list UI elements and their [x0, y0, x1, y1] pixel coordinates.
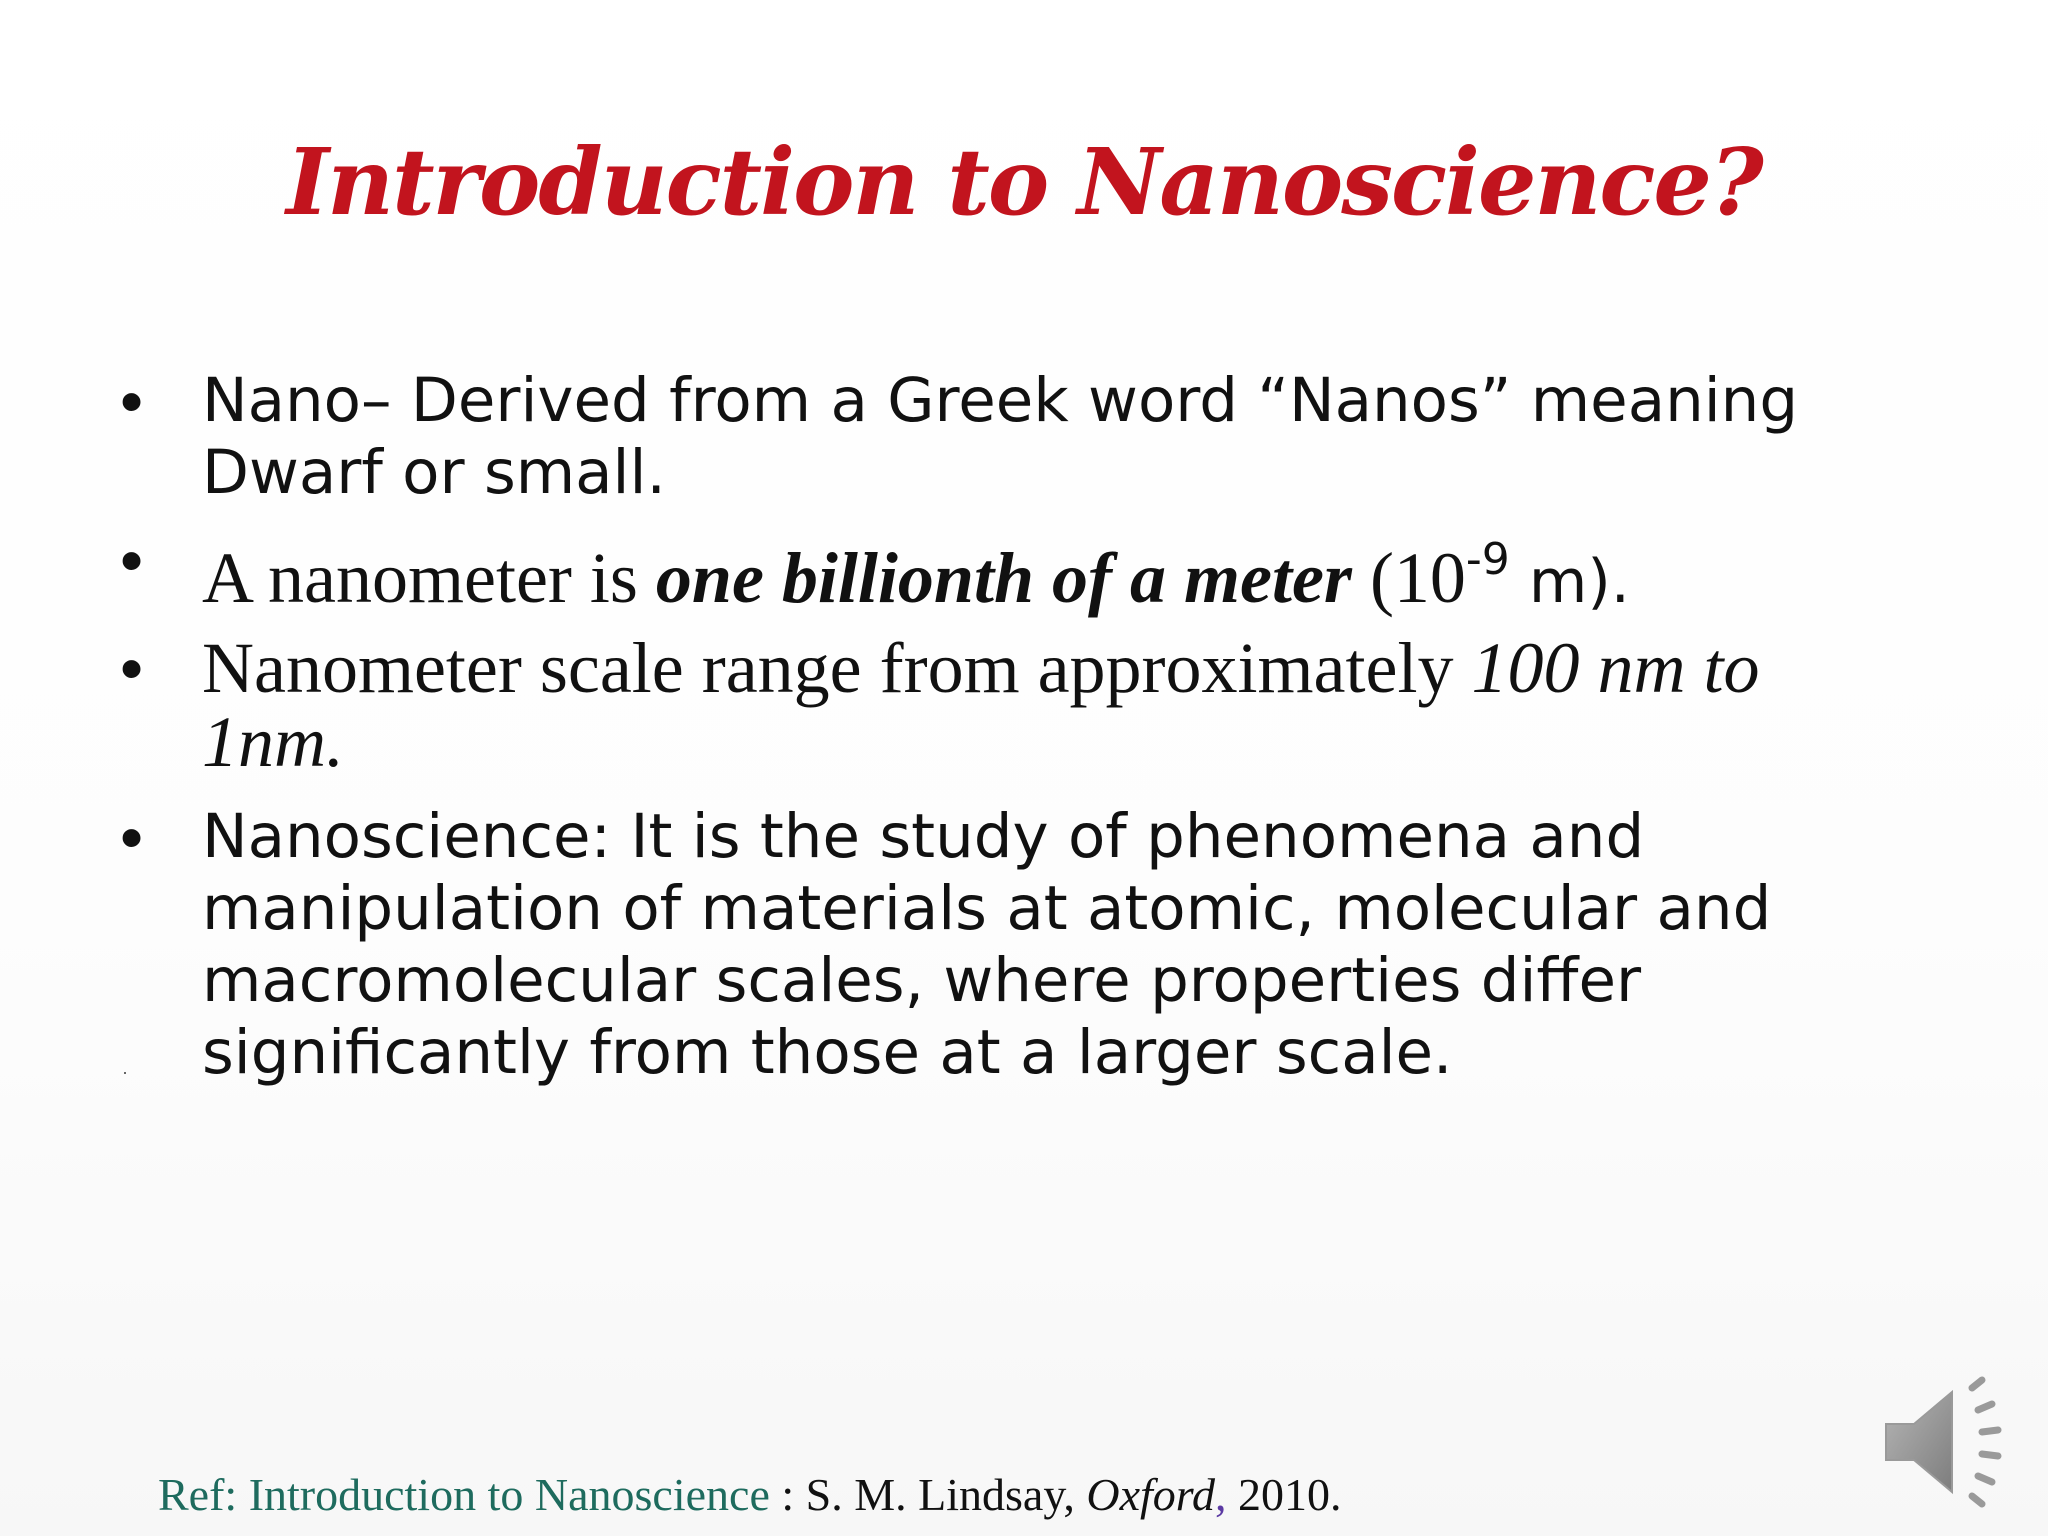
reference-author: : S. M. Lindsay,: [769, 1469, 1087, 1520]
bullet-emphasis: 100 nm to: [1471, 628, 1760, 708]
bullet-marker: •: [120, 364, 144, 438]
bullet-line: significantly from those at a larger scale.: [202, 1017, 1453, 1088]
bullet-scale-range: [120, 628, 1840, 782]
bullet-list: [120, 365, 1840, 1089]
bullet-emphasis: 1nm.: [202, 702, 344, 782]
bullet-line: manipulation of materials at atomic, molecular and: [202, 873, 1772, 944]
reference-publisher: Oxford: [1086, 1469, 1215, 1520]
bullet-marker: •: [120, 523, 144, 597]
bullet-nano-origin: [120, 365, 1840, 509]
bullet-marker: •: [120, 631, 144, 705]
bullet-marker: •: [120, 800, 144, 874]
reference-year: 2010.: [1226, 1469, 1342, 1520]
slide-title: Introduction to Nanoscience?: [286, 128, 1762, 236]
exponent: -9: [1465, 534, 1510, 585]
bullet-nanometer-definition: [120, 523, 1840, 619]
reference: [158, 1468, 1341, 1521]
reference-title: Ref: Introduction to Nanoscience: [158, 1469, 770, 1520]
bullet-text: A nanometer is: [202, 538, 656, 618]
bullet-line: macromolecular scales, where properties differ: [202, 945, 1642, 1016]
bullet-text: (10: [1351, 538, 1466, 618]
bullet-text: m).: [1509, 547, 1630, 617]
bullet-emphasis: one billionth of a meter: [655, 538, 1352, 618]
bullet-line: Nanoscience: It is the study of phenomena and: [202, 801, 1645, 872]
bullet-line: Nano– Derived from a Greek word “Nanos” meaning: [202, 365, 1799, 436]
bullet-text: Nanometer scale range from approximately: [202, 628, 1472, 708]
stray-mark: [124, 1072, 126, 1074]
reference-comma: ,: [1214, 1469, 1227, 1520]
bullet-line: Dwarf or small.: [202, 437, 666, 508]
bullet-nanoscience-definition: [120, 801, 1840, 1089]
speaker-icon[interactable]: [1880, 1372, 2030, 1512]
